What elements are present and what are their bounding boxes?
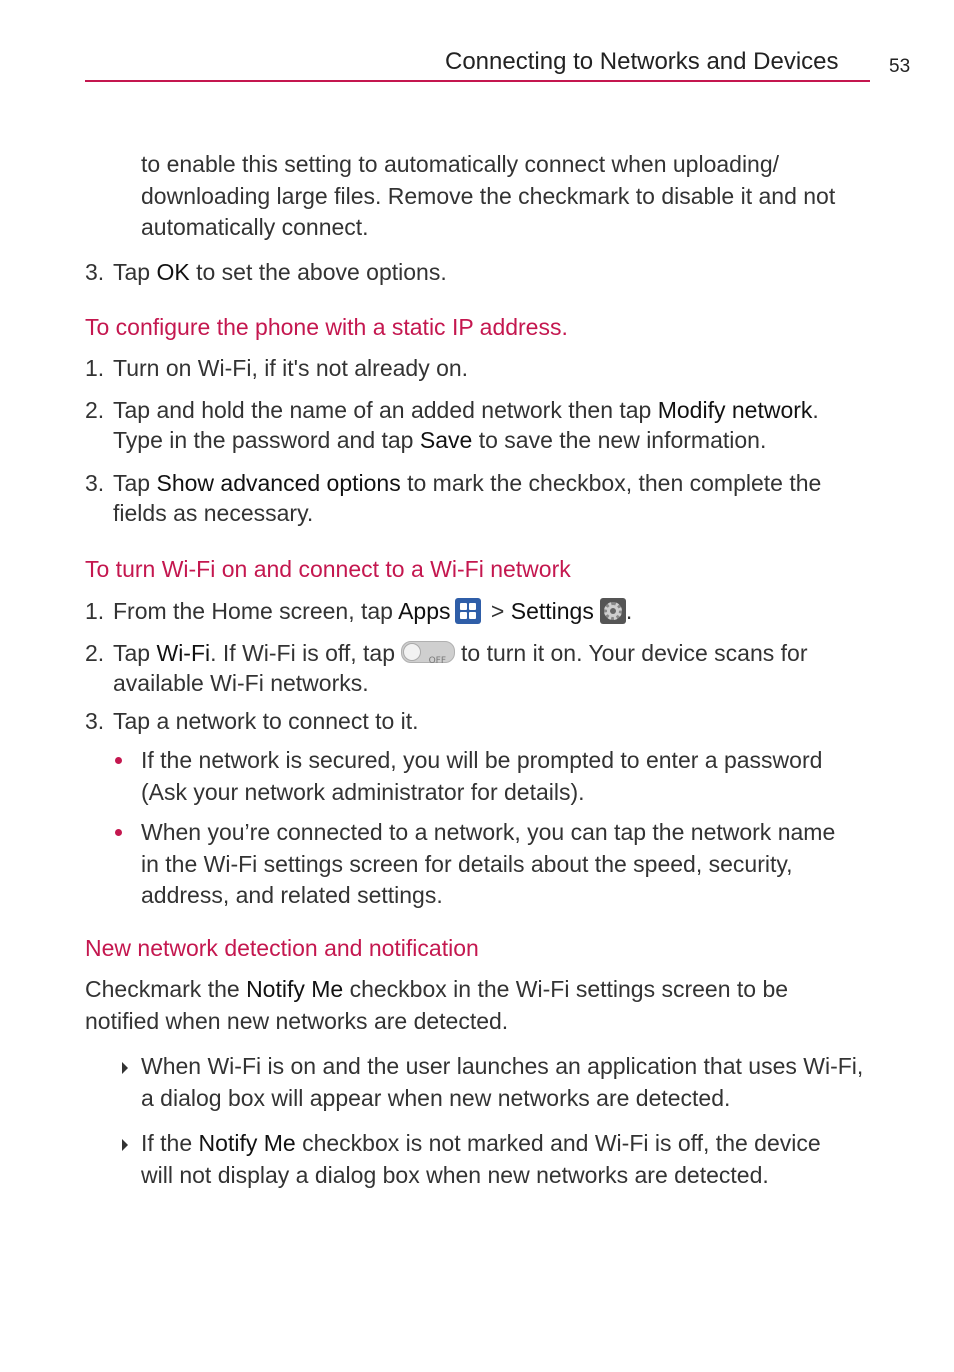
bold-term: OK (156, 259, 190, 285)
detection-bullet-1 (141, 1051, 863, 1114)
static-ip-step-1 (85, 353, 468, 385)
text-line: fields as necessary. (113, 500, 314, 526)
heading-wifi-on: To turn Wi-Fi on and connect to a Wi-Fi network (85, 556, 571, 582)
text: Tap (113, 259, 157, 285)
text: Checkmark the (85, 976, 247, 1002)
step-number: 3. (85, 708, 105, 734)
text: Type in the password and tap (113, 426, 420, 453)
bold-term: Notify Me (246, 976, 344, 1002)
text-line: to enable this setting to automatically connect when uploading/ (141, 151, 780, 177)
wifi-step-1 (85, 596, 632, 628)
text-line: address, and related settings. (141, 882, 443, 908)
bold-term: Modify network (657, 397, 813, 423)
step-number: 3. (85, 470, 105, 496)
page-number: 53 (889, 56, 911, 77)
step-number: 1. (85, 598, 105, 624)
text: . (812, 397, 819, 423)
step-number: 2. (85, 397, 105, 423)
text: to save the new information. (472, 426, 767, 453)
bullet-secured (141, 745, 822, 808)
step-number: 2. (85, 640, 105, 666)
bold-term: Save (419, 426, 473, 453)
toggle-label: OFF (428, 656, 447, 666)
text: Tap and hold the name of an added network then tap (113, 397, 658, 423)
text: to set the above options. (189, 259, 447, 285)
text: Tap (113, 640, 157, 666)
bold-term: Settings (510, 598, 594, 624)
static-ip-step-3 (85, 468, 821, 528)
wifi-step-3 (85, 706, 419, 738)
arrow-bullet-icon (122, 1062, 128, 1074)
wifi-toggle-off-icon (401, 641, 455, 666)
text-line: a dialog box will appear when new networks are detected. (141, 1084, 731, 1111)
text-line: available Wi-Fi networks. (113, 670, 369, 696)
text-line: When Wi-Fi is on and the user launches an application that uses Wi-Fi, (141, 1053, 864, 1079)
text-line: notified when new networks are detected. (85, 1007, 509, 1034)
text: to turn it on. Your device scans for (461, 640, 808, 666)
bullet-dot-icon (115, 757, 122, 764)
text: Turn on Wi-Fi, if it's not already on. (113, 355, 469, 381)
text-line: When you’re connected to a network, you can tap the network name (141, 819, 836, 845)
text-line: in the Wi-Fi settings screen for details about the speed, security, (141, 850, 793, 877)
header-title: Connecting to Networks and Devices (445, 48, 839, 75)
bold-term: Wi-Fi (156, 640, 211, 666)
settings-gear-icon (600, 598, 626, 624)
wifi-step-2 (85, 638, 808, 698)
bullet-dot-icon (115, 829, 122, 836)
text-line: (Ask your network administrator for details). (141, 778, 585, 805)
intro-paragraph (141, 149, 835, 244)
static-ip-step-2 (85, 396, 819, 455)
text: Tap a network to connect to it. (113, 708, 419, 734)
arrow-bullet-icon (122, 1139, 128, 1151)
text: checkbox is not marked and Wi-Fi is off, the device (295, 1130, 821, 1156)
apps-icon (455, 598, 481, 624)
step-number: 1. (85, 355, 105, 381)
text-line: will not display a dialog box when new networks are detected. (141, 1161, 769, 1188)
text-line: automatically connect. (141, 214, 369, 240)
step-ok (85, 257, 447, 289)
text: checkbox in the Wi-Fi settings screen to be (343, 976, 789, 1002)
heading-detection: New network detection and notification (85, 935, 479, 961)
text-line: If the network is secured, you will be prompted to enter a password (141, 747, 823, 773)
heading-static-ip: To configure the phone with a static IP address. (85, 314, 568, 340)
text: From the Home screen, tap (113, 598, 399, 624)
text: If the (141, 1130, 199, 1156)
header-rule (85, 80, 870, 82)
text-line: downloading large files. Remove the checkmark to disable it and not (141, 182, 836, 209)
step-number: 3. (85, 259, 105, 285)
text: . If Wi-Fi is off, tap (210, 640, 396, 666)
detection-paragraph (85, 974, 788, 1037)
bold-term: Apps (398, 598, 451, 624)
bold-term: Show advanced options (156, 470, 401, 496)
bold-term: Notify Me (198, 1130, 296, 1156)
text: to mark the checkbox, then complete the (400, 470, 822, 496)
text: Tap (113, 470, 157, 496)
text: > (484, 598, 511, 624)
detection-bullet-2 (141, 1128, 821, 1191)
bullet-connected (141, 817, 835, 912)
text: . (625, 598, 633, 624)
